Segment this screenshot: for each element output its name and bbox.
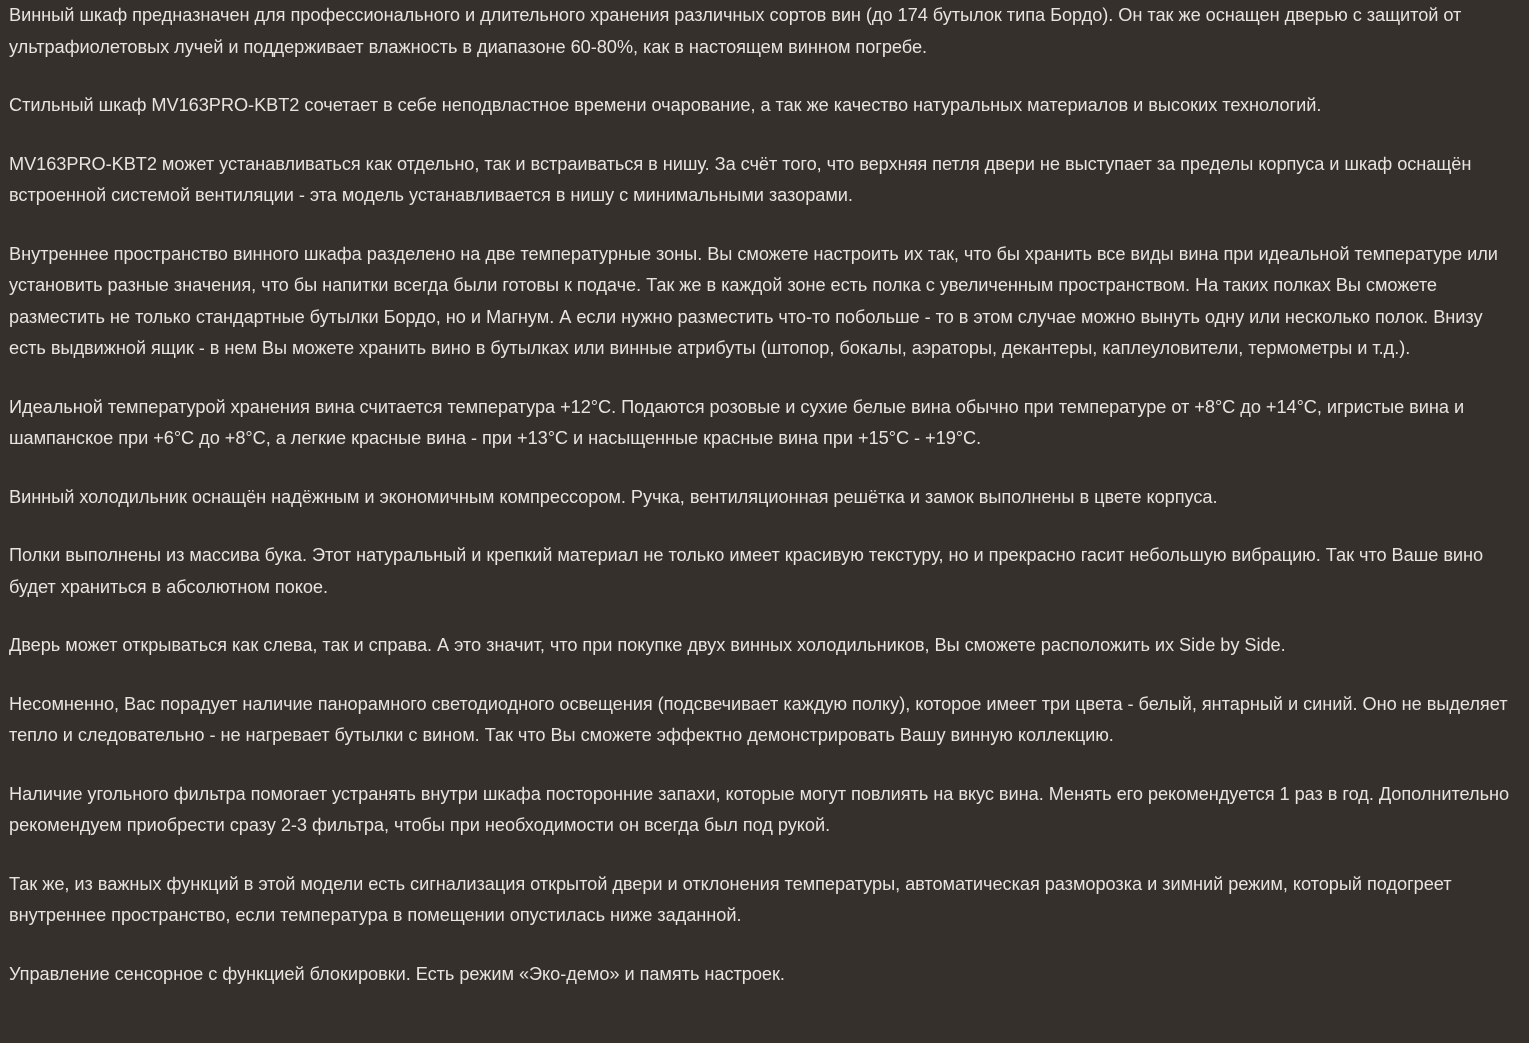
description-paragraph: Внутреннее пространство винного шкафа разделено на две температурные зоны. Вы сможете настроить их так, что бы хранить все виды вина при идеальной температуре или установить разные значения, что бы напитки всегда были готовы к подаче. Так же в каждой зоне есть полка с увеличенным пространством. На таких полках Вы сможете разместить не только стандартные бутылки Бордо, но и Магнум. А если нужно разместить что-то побольше - то в этом случае можно вынуть одну или несколько полок. Внизу есть выдвижной ящик - в нем Вы можете хранить вино в бутылках или винные атрибуты (штопор, бокалы, аэраторы, декантеры, каплеуловители, термометры и т.д.).	[9, 243, 1498, 358]
description-paragraph: Управление сенсорное с функцией блокировки. Есть режим «Эко-демо» и память настроек.	[9, 963, 785, 984]
description-paragraph: MV163PRO-KBT2 может устанавливаться как отдельно, так и встраиваться в нишу. За счёт того, что верхняя петля двери не выступает за пределы корпуса и шкаф оснащён встроенной системой вентиляции - эта модель устанавливается в нишу с минимальными зазорами.	[9, 153, 1472, 205]
product-description	[9, 0, 1521, 990]
description-paragraph: Наличие угольного фильтра помогает устранять внутри шкафа посторонние запахи, которые могут повлиять на вкус вина. Менять его рекомендуется 1 раз в год. Дополнительно рекомендуем приобрести сразу 2-3 фильтра, чтобы при необходимости он всегда был под рукой.	[9, 783, 1510, 835]
description-paragraph: Дверь может открываться как слева, так и справа. А это значит, что при покупке двух винных холодильников, Вы сможете расположить их Side by Side.	[9, 635, 1286, 655]
description-paragraph: Винный шкаф предназначен для профессионального и длительного хранения различных сортов вин (до 174 бутылок типа Бордо). Он так же оснащен дверью с защитой от ультрафиолетовых лучей и поддерживает влажность в диапазоне 60-80%, как в настоящем винном погребе.	[9, 5, 1462, 57]
description-paragraph: Несомненно, Вас порадует наличие панорамного светодиодного освещения (подсвечивает каждую полку), которое имеет три цвета - белый, янтарный и синий. Оно не выделяет тепло и следовательно - не нагревает бутылки с вином. Так что Вы сможете эффектно демонстрировать Вашу винную коллекцию.	[9, 693, 1508, 745]
description-paragraph: Идеальной температурой хранения вина считается температура +12°С. Подаются розовые и сухие белые вина обычно при температуре от +8°С до +14°С, игристые вина и шампанское при +6°С до +8°С, а легкие красные вина - при +13°С и насыщенные красные вина при +15°С - +19°С.	[9, 396, 1465, 448]
description-paragraph: Стильный шкаф MV163PRO-KBT2 сочетает в себе неподвластное времени очарование, а так же качество натуральных материалов и высоких технологий.	[9, 95, 1322, 115]
description-paragraph: Винный холодильник оснащён надёжным и экономичным компрессором. Ручка, вентиляционная решётка и замок выполнены в цвете корпуса.	[9, 486, 1218, 507]
description-paragraph: Полки выполнены из массива бука. Этот натуральный и крепкий материал не только имеет красивую текстуру, но и прекрасно гасит небольшую вибрацию. Так что Ваше вино будет храниться в абсолютном покое.	[9, 545, 1484, 597]
description-paragraph: Так же, из важных функций в этой модели есть сигнализация открытой двери и отклонения температуры, автоматическая разморозка и зимний режим, который подогреет внутреннее пространство, если температура в помещении опустилась ниже заданной.	[9, 873, 1452, 925]
